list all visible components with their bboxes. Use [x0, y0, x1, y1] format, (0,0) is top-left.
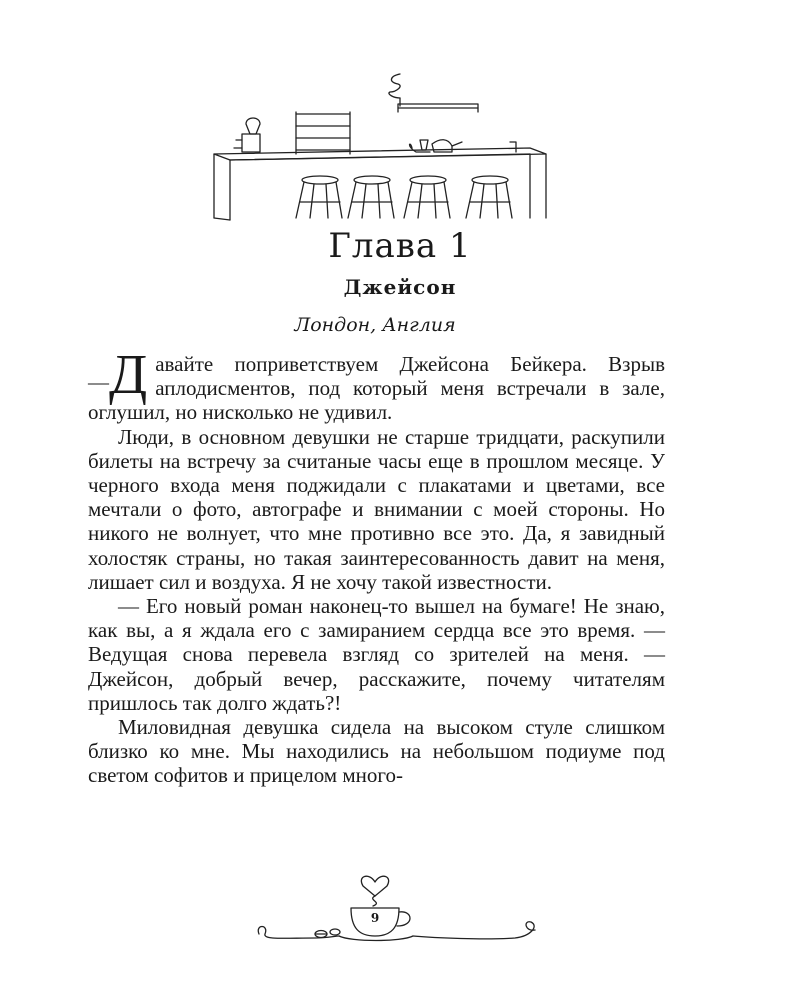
dropcap-letter: Д [109, 344, 148, 406]
body-text [88, 344, 665, 788]
paragraph: — Его новый роман наконец-то вышел на бумаге! Не знаю, как вы, а я ждала его с замиранием сердца все это время. — Ведущая снова перевела взгляд со зрителей на меня. — Джейсон, добрый вечер, расскажите, почему читателям пришлось так долго ждать?! [88, 594, 665, 715]
dropcap-dash: — [88, 370, 109, 394]
chapter-title: Глава 1 [328, 226, 472, 266]
paragraph-first-text: авайте поприветствуем Джейсона Бейкера. Взрыв аплодисментов, под который меня встречали в зале, оглушил, но нисколько не удивил. [88, 352, 665, 425]
chapter-subtitle: Джейсон [343, 275, 457, 299]
paragraph-first [88, 344, 665, 425]
coffee-cup-heart-icon [255, 868, 545, 948]
chapter-location: Лондон, Англия [294, 314, 456, 336]
coffee-bar-illustration [190, 68, 560, 226]
dropcap-block [88, 344, 148, 406]
paragraph: Люди, в основном девушки не старше тридцати, раскупили билеты на встречу за считаные часы еще в прошлом месяце. У черного входа меня поджидали с плакатами и цветами, все мечтали о фото, автографе и внимании с моей стороны. Но никого не волнует, что мне противно все это. Да, я завидный холостяк страны, но такая заинтересованность давит на меня, лишает сил и воздуха. Я не хочу такой известности. [88, 424, 665, 594]
page-number: 9 [370, 911, 380, 925]
paragraph: Миловидная девушка сидела на высоком стуле слишком близко ко мне. Мы находились на небольшом подиуме под светом софитов и прицелом много- [88, 715, 665, 788]
